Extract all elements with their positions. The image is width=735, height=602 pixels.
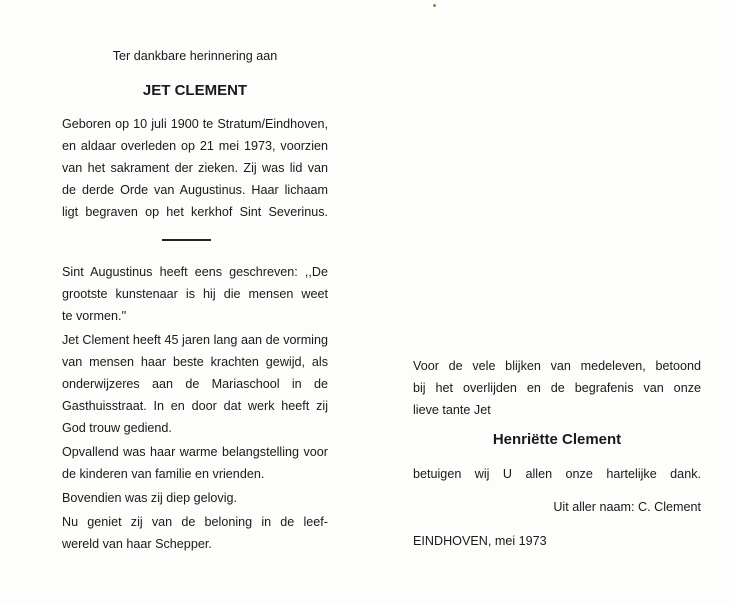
body-line: Bovendien was zij diep gelovig. (62, 491, 238, 505)
closing-line: betuigen wij U allen onze hartelijke dank. (413, 467, 701, 481)
body-line: de kinderen van familie en vrienden. (62, 467, 265, 481)
deceased-name: JET CLEMENT (142, 82, 248, 99)
body-line: te vormen.'' (62, 309, 127, 323)
bio-line: ligt begraven op het kerkhof Sint Severinus. (62, 205, 328, 219)
body-line: grootste kunstenaar is hij die mensen weet (62, 287, 328, 301)
bio-line: de derde Orde van Augustinus. Haar lichaam (62, 183, 328, 197)
honoree-name: Henriëtte Clement (492, 431, 622, 448)
thanks-line: lieve tante Jet (413, 403, 491, 417)
bio-line: van het sakrament der zieken. Zij was lid van (62, 161, 328, 175)
scan-speck (433, 4, 436, 7)
body-line: Gasthuisstraat. In en door dat werk heeft zij (62, 399, 328, 413)
thanks-line: Voor de vele blijken van medeleven, betoond (413, 359, 701, 373)
place-date: EINDHOVEN, mei 1973 (413, 534, 547, 548)
body-line: God trouw gediend. (62, 421, 172, 435)
intro-line: Ter dankbare herinnering aan (112, 49, 278, 63)
body-line: wereld van haar Schepper. (62, 537, 212, 551)
body-line: onderwijzeres aan de Mariaschool in de (62, 377, 328, 391)
body-line: Nu geniet zij van de beloning in de leef- (62, 515, 328, 529)
body-line: Jet Clement heeft 45 jaren lang aan de vorming (62, 333, 328, 347)
body-line: Opvallend was haar warme belangstelling voor (62, 445, 328, 459)
body-line: Sint Augustinus heeft eens geschreven: ,,De (62, 265, 328, 279)
divider (162, 239, 211, 241)
thanks-line: bij het overlijden en de begrafenis van onze (413, 381, 701, 395)
body-line: van mensen haar beste krachten gewijd, als (62, 355, 328, 369)
bio-line: Geboren op 10 juli 1900 te Stratum/Eindhoven, (62, 117, 328, 131)
bio-line: en aldaar overleden op 21 mei 1973, voorzien (62, 139, 328, 153)
signature-line: Uit aller naam: C. Clement (553, 500, 701, 514)
